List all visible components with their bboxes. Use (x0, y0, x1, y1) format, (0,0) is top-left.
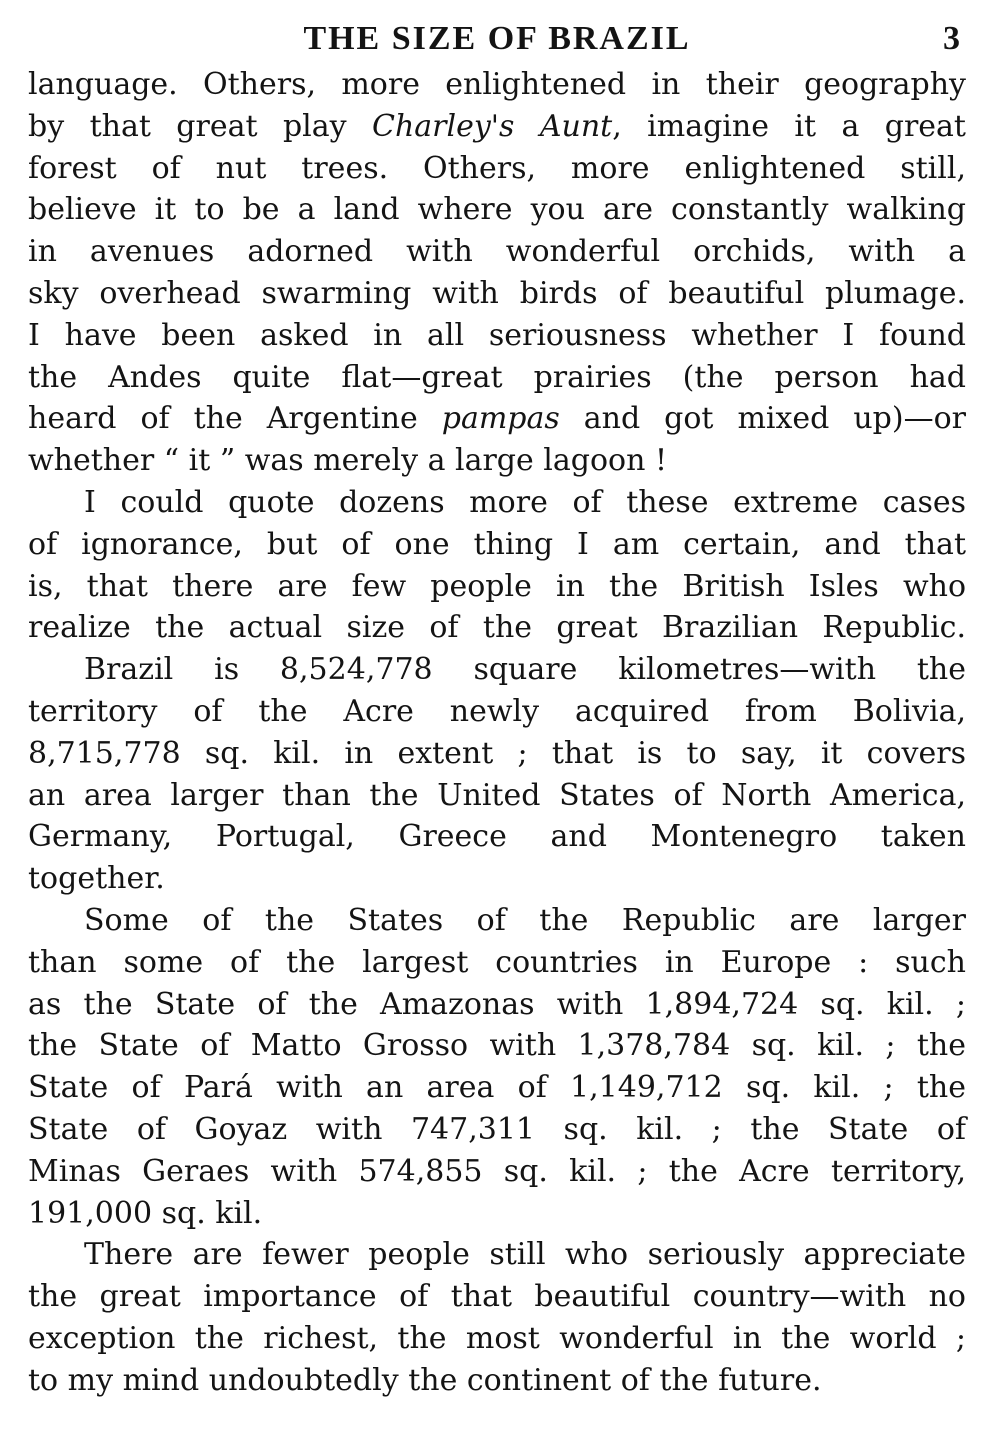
text-line: is, that there are few people in the British Isles who (28, 568, 966, 604)
text-line: realize the actual size of the great Brazilian Republic. (28, 610, 966, 646)
text-line: Germany, Portugal, Greece and Montenegro taken (28, 819, 966, 855)
text-line: State of Goyaz with 747,311 sq. kil. ; the State of (28, 1111, 966, 1147)
paragraph-3 (28, 649, 966, 900)
running-title: THE SIZE OF BRAZIL (303, 20, 691, 57)
text-line: I have been asked in all seriousness whether I found (28, 317, 966, 353)
text-line-start: by that great play (28, 108, 372, 144)
paragraph-5 (28, 1234, 966, 1401)
text-line: together. (28, 861, 165, 897)
text-line: the great importance of that beautiful country—with no (28, 1279, 966, 1315)
body-text (28, 64, 966, 1402)
text-line: 191,000 sq. kil. (28, 1195, 263, 1231)
paragraph-4 (28, 900, 966, 1234)
text-line: an area larger than the United States of North America, (28, 777, 966, 813)
play-title: Charley's Aunt (372, 108, 613, 144)
text-line-start: heard of the Argentine (28, 401, 442, 437)
paragraph-1 (28, 64, 966, 482)
paragraph-2 (28, 482, 966, 649)
text-line: the Andes quite flat—great prairies (the person had (28, 359, 966, 395)
running-head (28, 14, 966, 64)
text-line: I could quote dozens more of these extreme cases (84, 484, 966, 520)
text-line: sky overhead swarming with birds of beautiful plumage. (28, 275, 966, 311)
text-line: than some of the largest countries in Europe : such (28, 944, 966, 980)
text-line: to my mind undoubtedly the continent of the future. (28, 1362, 822, 1398)
text-line-end: , imagine it a great (612, 108, 966, 144)
text-line: in avenues adorned with wonderful orchids, with a (28, 234, 966, 270)
text-line: exception the richest, the most wonderful in the world ; (28, 1320, 966, 1356)
pampas-term: pampas (441, 401, 560, 437)
text-line: believe it to be a land where you are constantly walking (28, 192, 966, 228)
text-line (28, 398, 966, 440)
text-line: as the State of the Amazonas with 1,894,724 sq. kil. ; (28, 986, 966, 1022)
text-line-end: and got mixed up)—or (559, 401, 966, 437)
text-line: Minas Geraes with 574,855 sq. kil. ; the Acre territory, (28, 1153, 966, 1189)
text-line: of ignorance, but of one thing I am certain, and that (28, 526, 966, 562)
text-line: language. Others, more enlightened in their geography (28, 67, 966, 102)
text-line: the State of Matto Grosso with 1,378,784 sq. kil. ; the (28, 1028, 966, 1064)
page-number: 3 (943, 20, 962, 57)
text-line: 8,715,778 sq. kil. in extent ; that is to say, it covers (28, 735, 966, 771)
text-line: forest of nut trees. Others, more enlightened still, (28, 150, 966, 186)
text-line: whether “ it ” was merely a large lagoon ! (28, 443, 668, 479)
text-line (28, 106, 966, 148)
text-line: Brazil is 8,524,778 square kilometres—with the (84, 652, 966, 688)
text-line: There are fewer people still who seriously appreciate (84, 1237, 966, 1273)
text-line: State of Pará with an area of 1,149,712 sq. kil. ; the (28, 1070, 966, 1106)
text-line: Some of the States of the Republic are larger (84, 902, 966, 938)
book-page (28, 14, 966, 1402)
text-line: territory of the Acre newly acquired from Bolivia, (28, 693, 966, 729)
